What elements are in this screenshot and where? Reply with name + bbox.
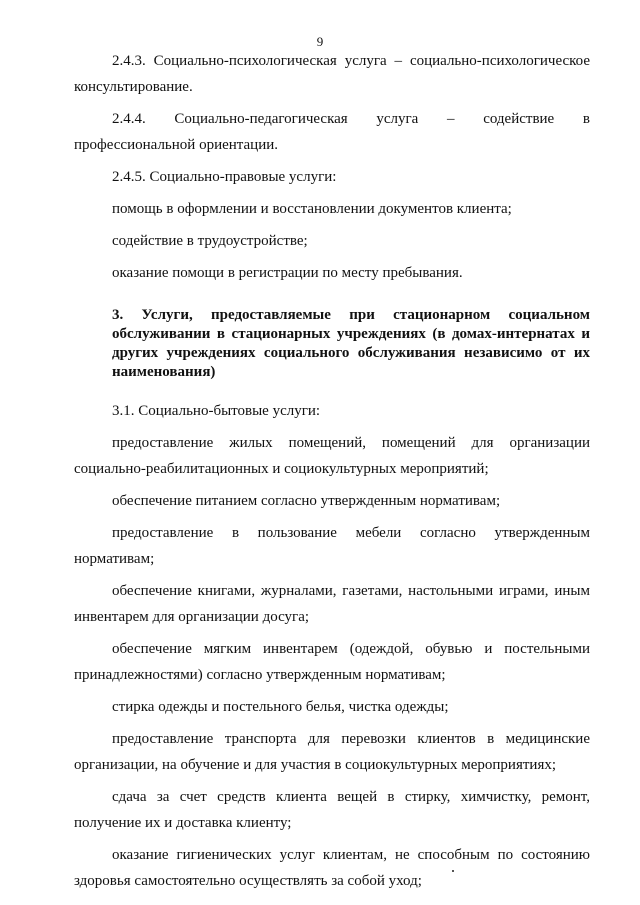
word: 2.4.4. [112,111,146,127]
paragraph-2-4-4-line [74,106,590,132]
list-item: оказание помощи в регистрации по месту пребывания. [112,265,463,281]
page-number: 9 [316,34,324,49]
word: содействие [483,111,555,127]
paragraph-2-4-3: 2.4.3. Социально-психологическая услуга – социально-психологическое консультирование. [74,53,590,95]
list-item: помощь в оформлении и восстановлении документов клиента; [112,201,512,217]
list-item: обеспечение книгами, журналами, газетами, настольными играми, иным инвентарем для организации досуга; [74,583,590,625]
page-content [74,48,590,900]
list-item: предоставление в пользование мебели согласно утвержденным нормативам; [74,525,590,567]
sub-heading-3-1: 3.1. Социально-бытовые услуги: [112,403,321,419]
list-item: оказание гигиенических услуг клиентам, не способным по состоянию здоровья самостоятельно осуществлять за собой уход; [74,847,590,889]
word: Социально-педагогическая [174,111,348,127]
section-3-heading: 3. Услуги, предоставляемые при стационарном социальном обслуживании в стационарных учреждениях (в домах-интернатах и других учреждениях социального обслуживания независимо от их наименования) [112,307,590,380]
list-item: стирка одежды и постельного белья, чистка одежды; [112,699,449,715]
word: в [582,111,590,127]
list-item: содействие в трудоустройстве; [112,233,308,249]
list-item: предоставление транспорта для перевозки клиентов в медицинские организации, на обучение и для участия в социокультурных мероприятиях; [74,731,590,773]
scan-dot [452,870,454,872]
list-item: обеспечение питанием согласно утвержденным нормативам; [112,493,501,509]
paragraph-2-4-5: 2.4.5. Социально-правовые услуги: [112,169,337,185]
list-item: сдача за счет средств клиента вещей в стирку, химчистку, ремонт, получение их и доставка клиенту; [74,789,590,831]
word: – [447,111,455,127]
list-item: предоставление жилых помещений, помещений для организации социально-реабилитационных и социокультурных мероприятий; [74,435,590,477]
word: услуга [376,111,419,127]
list-item: обеспечение мягким инвентарем (одеждой, обувью и постельными принадлежностями) согласно утвержденным нормативам; [74,641,590,683]
paragraph-2-4-4-continuation: профессиональной ориентации. [74,137,279,153]
